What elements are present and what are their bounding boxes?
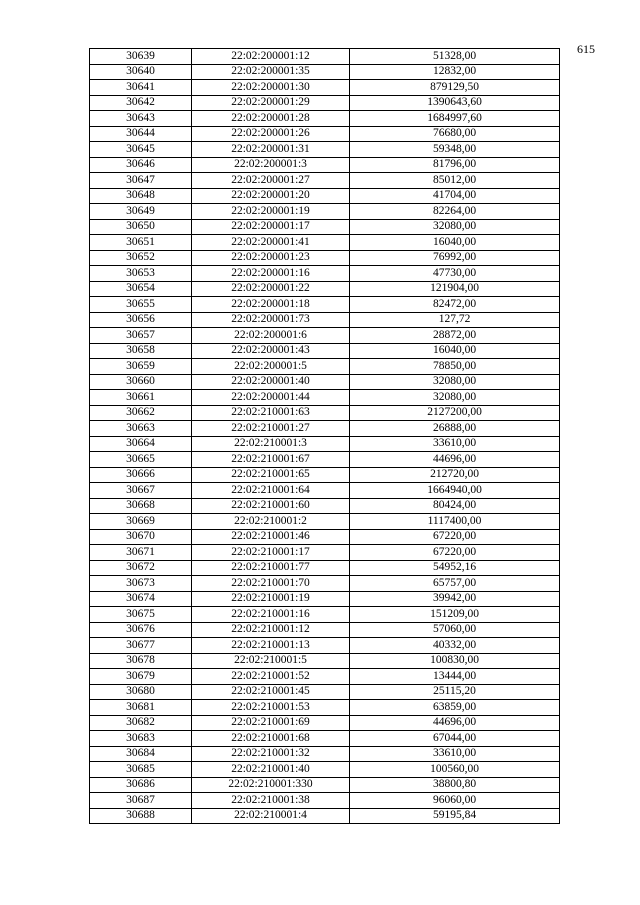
cadastral-number-cell: 22:02:210001:45 <box>192 684 350 700</box>
table-row <box>90 715 560 731</box>
row-number-cell: 30671 <box>90 545 192 561</box>
row-number-cell: 30673 <box>90 576 192 592</box>
cadastral-number-cell: 22:02:200001:5 <box>192 359 350 375</box>
cadastral-number-cell: 22:02:210001:16 <box>192 607 350 623</box>
value-cell: 57060,00 <box>350 622 560 638</box>
table-row <box>90 235 560 251</box>
value-cell: 47730,00 <box>350 266 560 282</box>
value-cell: 82264,00 <box>350 204 560 220</box>
value-cell: 96060,00 <box>350 793 560 809</box>
cadastral-number-cell: 22:02:200001:6 <box>192 328 350 344</box>
cadastral-number-cell: 22:02:200001:40 <box>192 374 350 390</box>
cadastral-number-cell: 22:02:210001:67 <box>192 452 350 468</box>
row-number-cell: 30660 <box>90 374 192 390</box>
cadastral-number-cell: 22:02:200001:3 <box>192 157 350 173</box>
row-number-cell: 30669 <box>90 514 192 530</box>
table-row <box>90 250 560 266</box>
cadastral-number-cell: 22:02:200001:23 <box>192 250 350 266</box>
row-number-cell: 30640 <box>90 64 192 80</box>
row-number-cell: 30674 <box>90 591 192 607</box>
row-number-cell: 30675 <box>90 607 192 623</box>
table-row <box>90 622 560 638</box>
table-row <box>90 638 560 654</box>
row-number-cell: 30647 <box>90 173 192 189</box>
row-number-cell: 30653 <box>90 266 192 282</box>
value-cell: 76992,00 <box>350 250 560 266</box>
table-row <box>90 312 560 328</box>
row-number-cell: 30667 <box>90 483 192 499</box>
table-row <box>90 64 560 80</box>
value-cell: 44696,00 <box>350 715 560 731</box>
row-number-cell: 30652 <box>90 250 192 266</box>
table-row <box>90 777 560 793</box>
table-row <box>90 653 560 669</box>
table-row <box>90 514 560 530</box>
value-cell: 127,72 <box>350 312 560 328</box>
value-cell: 33610,00 <box>350 746 560 762</box>
table-row <box>90 111 560 127</box>
value-cell: 63859,00 <box>350 700 560 716</box>
table-row <box>90 157 560 173</box>
row-number-cell: 30644 <box>90 126 192 142</box>
cadastral-number-cell: 22:02:210001:17 <box>192 545 350 561</box>
table-row <box>90 793 560 809</box>
row-number-cell: 30656 <box>90 312 192 328</box>
value-cell: 54952,16 <box>350 560 560 576</box>
table-row <box>90 452 560 468</box>
row-number-cell: 30646 <box>90 157 192 173</box>
value-cell: 100830,00 <box>350 653 560 669</box>
row-number-cell: 30688 <box>90 808 192 824</box>
cadastral-number-cell: 22:02:210001:68 <box>192 731 350 747</box>
cadastral-number-cell: 22:02:200001:22 <box>192 281 350 297</box>
page-number: 615 <box>577 42 595 56</box>
cadastral-number-cell: 22:02:200001:19 <box>192 204 350 220</box>
table-row <box>90 467 560 483</box>
table-row <box>90 684 560 700</box>
row-number-cell: 30655 <box>90 297 192 313</box>
row-number-cell: 30666 <box>90 467 192 483</box>
row-number-cell: 30643 <box>90 111 192 127</box>
cadastral-number-cell: 22:02:210001:60 <box>192 498 350 514</box>
value-cell: 41704,00 <box>350 188 560 204</box>
cadastral-number-cell: 22:02:200001:41 <box>192 235 350 251</box>
cadastral-number-cell: 22:02:210001:65 <box>192 467 350 483</box>
table-row <box>90 173 560 189</box>
table-row <box>90 762 560 778</box>
value-cell: 25115,20 <box>350 684 560 700</box>
table-row <box>90 731 560 747</box>
cadastral-number-cell: 22:02:200001:18 <box>192 297 350 313</box>
value-cell: 44696,00 <box>350 452 560 468</box>
table-row <box>90 297 560 313</box>
cadastral-number-cell: 22:02:200001:28 <box>192 111 350 127</box>
table-row <box>90 142 560 158</box>
value-cell: 16040,00 <box>350 235 560 251</box>
table-row <box>90 95 560 111</box>
cadastral-number-cell: 22:02:210001:70 <box>192 576 350 592</box>
cadastral-number-cell: 22:02:200001:35 <box>192 64 350 80</box>
value-cell: 65757,00 <box>350 576 560 592</box>
value-cell: 16040,00 <box>350 343 560 359</box>
row-number-cell: 30659 <box>90 359 192 375</box>
table-row <box>90 545 560 561</box>
table-row <box>90 343 560 359</box>
table-row <box>90 359 560 375</box>
row-number-cell: 30642 <box>90 95 192 111</box>
table-row <box>90 700 560 716</box>
cadastral-number-cell: 22:02:210001:12 <box>192 622 350 638</box>
table-row <box>90 80 560 96</box>
table-row <box>90 669 560 685</box>
row-number-cell: 30679 <box>90 669 192 685</box>
value-cell: 80424,00 <box>350 498 560 514</box>
table-row <box>90 281 560 297</box>
table-row <box>90 560 560 576</box>
row-number-cell: 30683 <box>90 731 192 747</box>
row-number-cell: 30681 <box>90 700 192 716</box>
value-cell: 32080,00 <box>350 219 560 235</box>
value-cell: 67044,00 <box>350 731 560 747</box>
cadastral-number-cell: 22:02:210001:19 <box>192 591 350 607</box>
row-number-cell: 30664 <box>90 436 192 452</box>
cadastral-number-cell: 22:02:200001:12 <box>192 49 350 65</box>
row-number-cell: 30662 <box>90 405 192 421</box>
cadastral-number-cell: 22:02:200001:43 <box>192 343 350 359</box>
cadastral-number-cell: 22:02:200001:31 <box>192 142 350 158</box>
cadastral-number-cell: 22:02:210001:330 <box>192 777 350 793</box>
row-number-cell: 30678 <box>90 653 192 669</box>
table-row <box>90 374 560 390</box>
value-cell: 100560,00 <box>350 762 560 778</box>
row-number-cell: 30657 <box>90 328 192 344</box>
value-cell: 67220,00 <box>350 545 560 561</box>
value-cell: 13444,00 <box>350 669 560 685</box>
table-row <box>90 576 560 592</box>
value-cell: 1664940,00 <box>350 483 560 499</box>
row-number-cell: 30645 <box>90 142 192 158</box>
value-cell: 51328,00 <box>350 49 560 65</box>
cadastral-number-cell: 22:02:210001:63 <box>192 405 350 421</box>
table-row <box>90 591 560 607</box>
cadastral-number-cell: 22:02:200001:73 <box>192 312 350 328</box>
row-number-cell: 30686 <box>90 777 192 793</box>
cadastral-number-cell: 22:02:200001:26 <box>192 126 350 142</box>
table-row <box>90 421 560 437</box>
cadastral-number-cell: 22:02:210001:3 <box>192 436 350 452</box>
cadastral-number-cell: 22:02:200001:20 <box>192 188 350 204</box>
value-cell: 1684997,60 <box>350 111 560 127</box>
table-row <box>90 126 560 142</box>
row-number-cell: 30639 <box>90 49 192 65</box>
cadastral-number-cell: 22:02:210001:52 <box>192 669 350 685</box>
table-row <box>90 266 560 282</box>
cadastral-number-cell: 22:02:210001:53 <box>192 700 350 716</box>
row-number-cell: 30687 <box>90 793 192 809</box>
table-row <box>90 219 560 235</box>
table-row <box>90 188 560 204</box>
table-body <box>90 49 560 824</box>
row-number-cell: 30651 <box>90 235 192 251</box>
row-number-cell: 30661 <box>90 390 192 406</box>
row-number-cell: 30670 <box>90 529 192 545</box>
value-cell: 59195,84 <box>350 808 560 824</box>
value-cell: 67220,00 <box>350 529 560 545</box>
table-row <box>90 405 560 421</box>
table-row <box>90 436 560 452</box>
value-cell: 39942,00 <box>350 591 560 607</box>
row-number-cell: 30654 <box>90 281 192 297</box>
row-number-cell: 30650 <box>90 219 192 235</box>
value-cell: 1117400,00 <box>350 514 560 530</box>
cadastral-number-cell: 22:02:210001:77 <box>192 560 350 576</box>
row-number-cell: 30677 <box>90 638 192 654</box>
value-cell: 151209,00 <box>350 607 560 623</box>
cadastral-number-cell: 22:02:200001:17 <box>192 219 350 235</box>
row-number-cell: 30665 <box>90 452 192 468</box>
row-number-cell: 30684 <box>90 746 192 762</box>
value-cell: 26888,00 <box>350 421 560 437</box>
row-number-cell: 30658 <box>90 343 192 359</box>
value-cell: 33610,00 <box>350 436 560 452</box>
cadastral-number-cell: 22:02:200001:27 <box>192 173 350 189</box>
table-row <box>90 49 560 65</box>
cadastral-number-cell: 22:02:210001:38 <box>192 793 350 809</box>
value-cell: 85012,00 <box>350 173 560 189</box>
value-cell: 78850,00 <box>350 359 560 375</box>
row-number-cell: 30648 <box>90 188 192 204</box>
table-row <box>90 607 560 623</box>
cadastral-number-cell: 22:02:210001:4 <box>192 808 350 824</box>
value-cell: 32080,00 <box>350 390 560 406</box>
row-number-cell: 30682 <box>90 715 192 731</box>
cadastral-number-cell: 22:02:210001:13 <box>192 638 350 654</box>
table-row <box>90 808 560 824</box>
cadastral-number-cell: 22:02:210001:69 <box>192 715 350 731</box>
table-row <box>90 328 560 344</box>
cadastral-number-cell: 22:02:200001:16 <box>192 266 350 282</box>
value-cell: 81796,00 <box>350 157 560 173</box>
value-cell: 32080,00 <box>350 374 560 390</box>
value-cell: 59348,00 <box>350 142 560 158</box>
value-cell: 82472,00 <box>350 297 560 313</box>
value-cell: 76680,00 <box>350 126 560 142</box>
cadastral-number-cell: 22:02:200001:30 <box>192 80 350 96</box>
row-number-cell: 30668 <box>90 498 192 514</box>
row-number-cell: 30672 <box>90 560 192 576</box>
cadastral-number-cell: 22:02:200001:44 <box>192 390 350 406</box>
table-row <box>90 746 560 762</box>
cadastral-number-cell: 22:02:210001:40 <box>192 762 350 778</box>
row-number-cell: 30680 <box>90 684 192 700</box>
value-cell: 121904,00 <box>350 281 560 297</box>
value-cell: 1390643,60 <box>350 95 560 111</box>
row-number-cell: 30685 <box>90 762 192 778</box>
cadastral-number-cell: 22:02:200001:29 <box>192 95 350 111</box>
cadastral-number-cell: 22:02:210001:5 <box>192 653 350 669</box>
value-cell: 38800,80 <box>350 777 560 793</box>
cadastral-value-table <box>89 48 560 824</box>
value-cell: 28872,00 <box>350 328 560 344</box>
value-cell: 2127200,00 <box>350 405 560 421</box>
value-cell: 40332,00 <box>350 638 560 654</box>
table-row <box>90 390 560 406</box>
table-row <box>90 529 560 545</box>
cadastral-number-cell: 22:02:210001:46 <box>192 529 350 545</box>
value-cell: 212720,00 <box>350 467 560 483</box>
row-number-cell: 30641 <box>90 80 192 96</box>
value-cell: 879129,50 <box>350 80 560 96</box>
row-number-cell: 30676 <box>90 622 192 638</box>
cadastral-number-cell: 22:02:210001:64 <box>192 483 350 499</box>
cadastral-number-cell: 22:02:210001:27 <box>192 421 350 437</box>
row-number-cell: 30649 <box>90 204 192 220</box>
value-cell: 12832,00 <box>350 64 560 80</box>
row-number-cell: 30663 <box>90 421 192 437</box>
cadastral-number-cell: 22:02:210001:32 <box>192 746 350 762</box>
table-row <box>90 204 560 220</box>
table-row <box>90 483 560 499</box>
cadastral-number-cell: 22:02:210001:2 <box>192 514 350 530</box>
table-row <box>90 498 560 514</box>
